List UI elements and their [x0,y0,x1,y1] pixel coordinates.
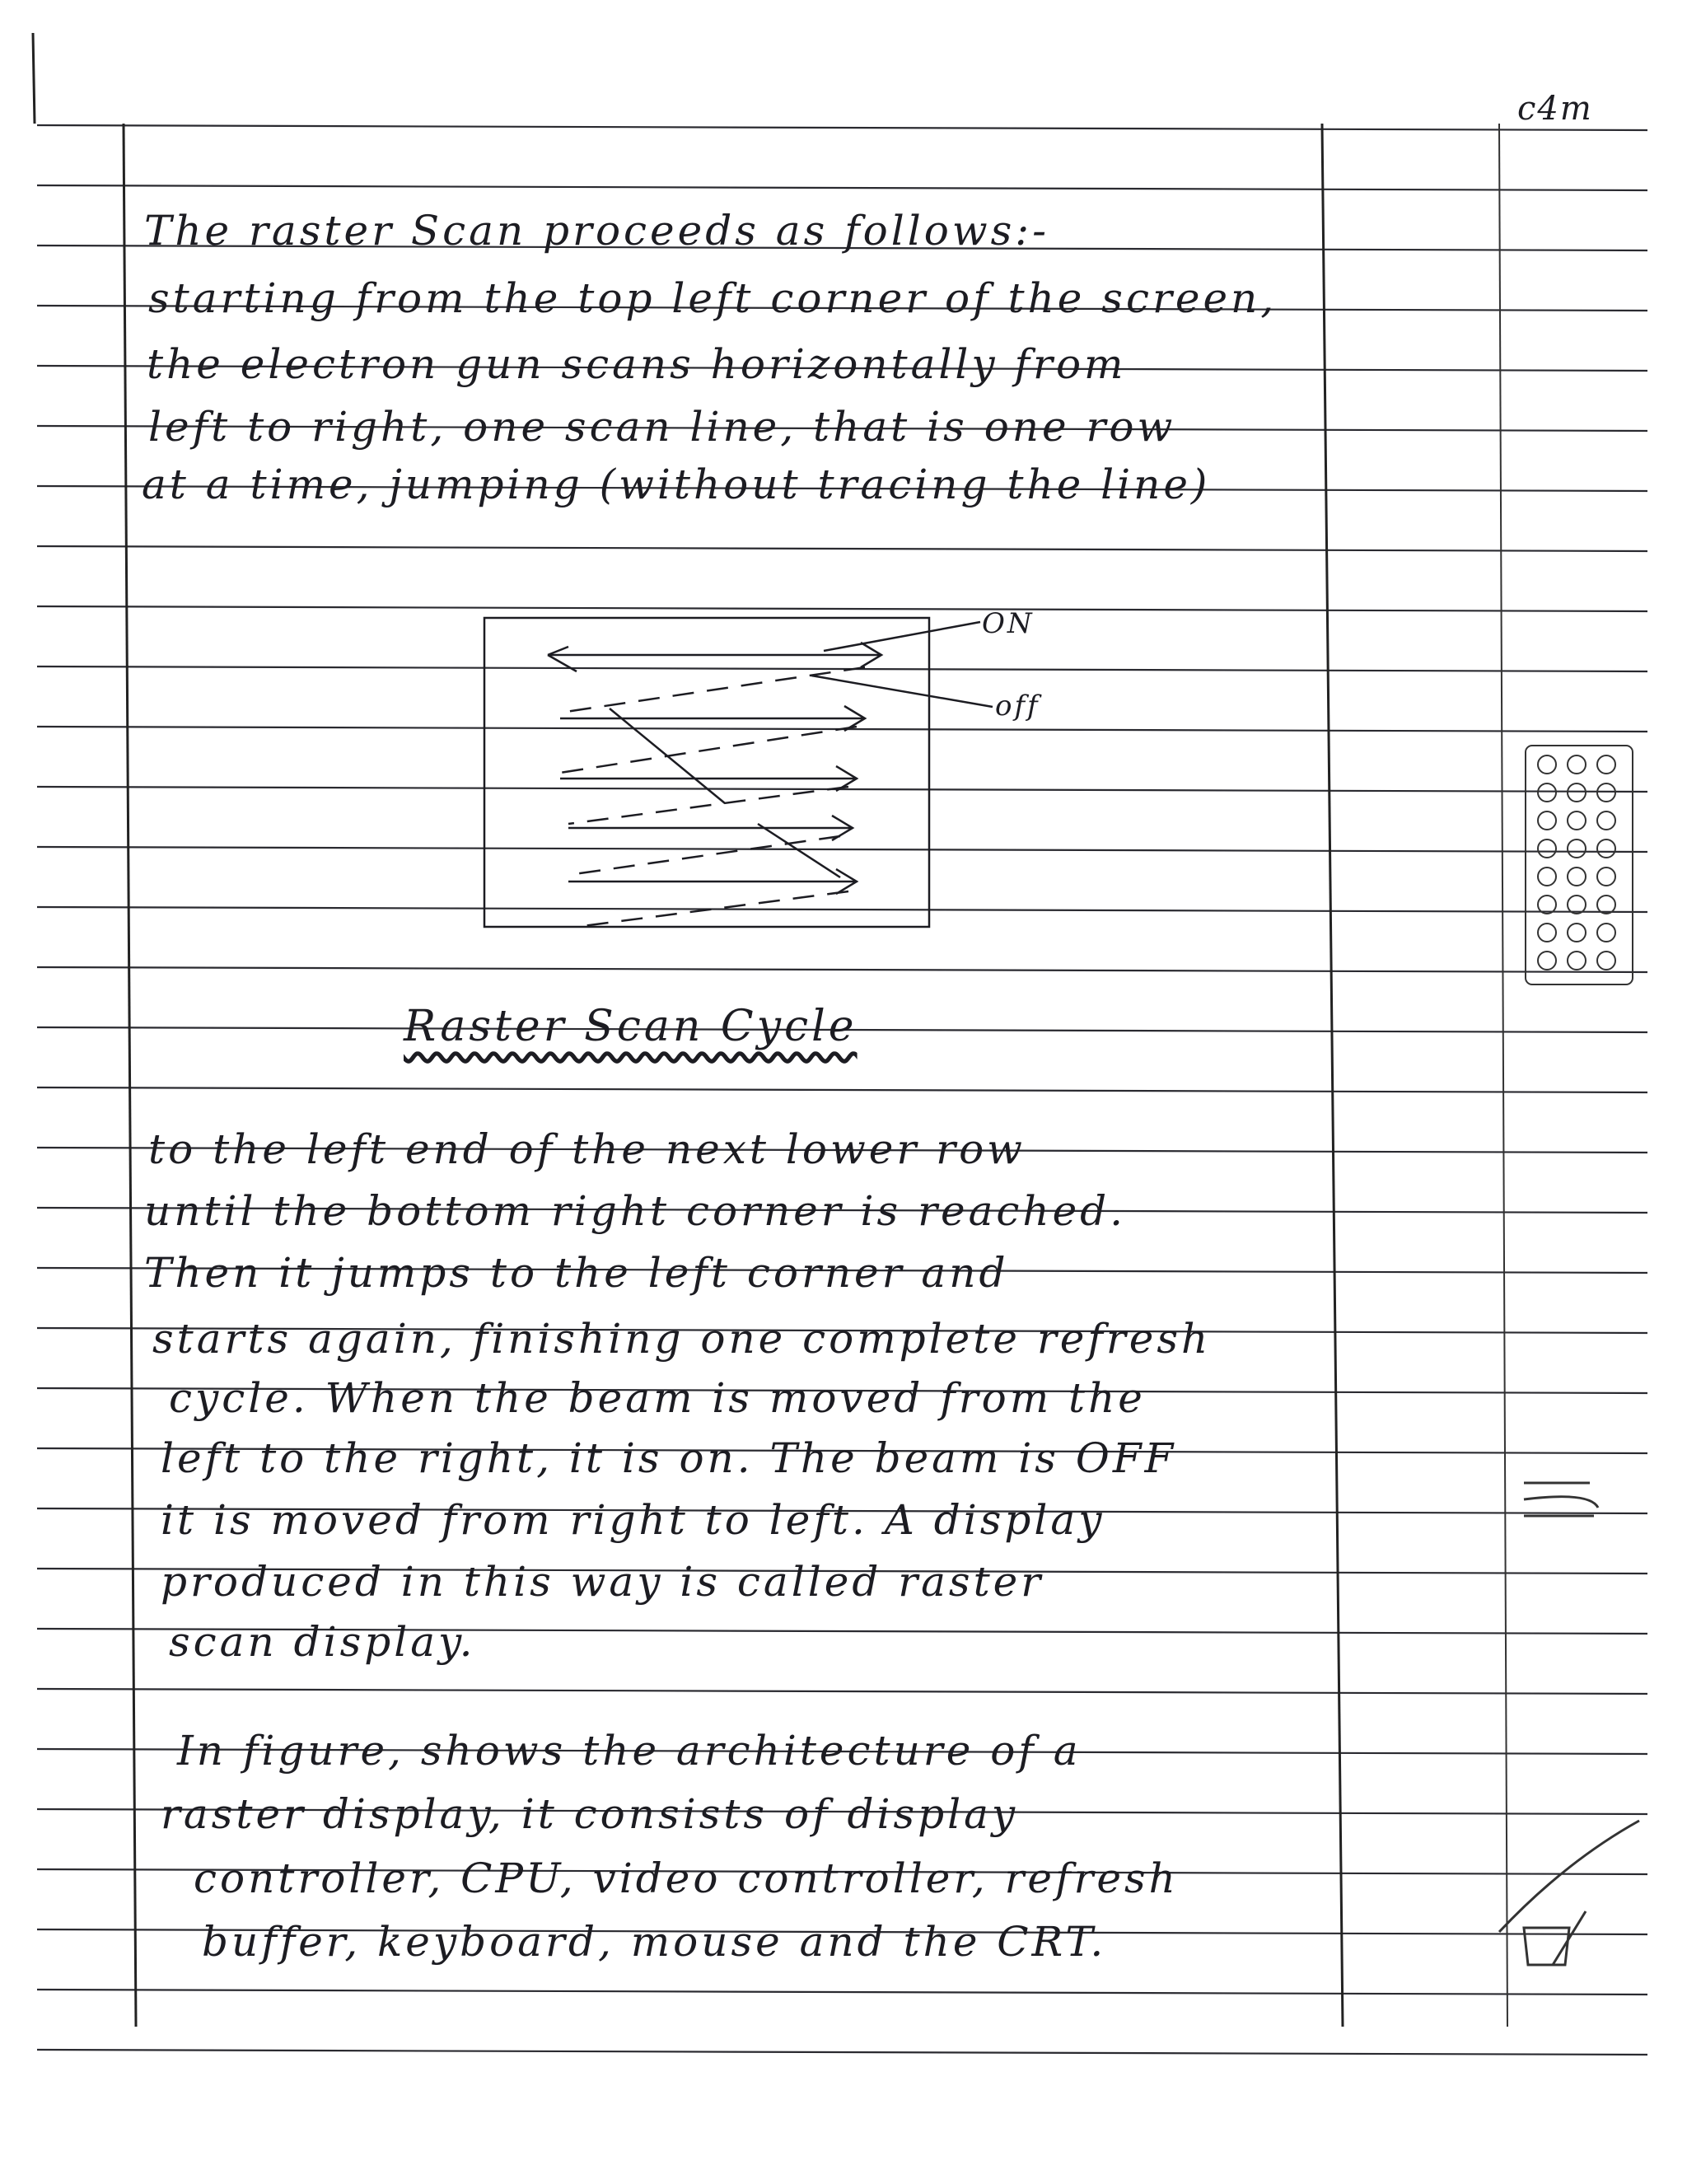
raster-scan-diagram [484,618,993,927]
paragraph1-line1: The raster Scan proceeds as follows:- [144,207,1050,255]
side-circle [1538,952,1556,970]
paragraph3-line1: In figure, shows the architecture of a [177,1727,1082,1775]
side-circle [1568,755,1586,774]
side-doodle [1526,746,1633,984]
side-circle [1568,811,1586,830]
diagram-label-off: off [995,690,1040,723]
paragraph1-line4: left to right, one scan line, that is one row [148,403,1176,451]
paragraph2-line5: cycle. When the beam is moved from the [169,1374,1146,1422]
leader-on [824,622,980,651]
scan-line-2 [560,706,865,731]
retrace-lines [560,667,865,927]
ruled-line [37,907,1647,912]
paragraph2-line2: until the bottom right corner is reached. [144,1187,1127,1235]
ruled-line [37,1087,1647,1092]
side-circle [1538,783,1556,802]
paragraph2-line4: starts again, finishing one complete refresh [152,1315,1212,1363]
paragraph2-line3: Then it jumps to the left corner and [144,1249,1009,1297]
side-circle [1597,783,1615,802]
paragraph2-line8: produced in this way is called raster [161,1558,1044,1606]
side-circle [1597,924,1615,942]
paragraph2-line6: left to the right, it is on. The beam is OFF [161,1434,1177,1482]
right-margin-line [1322,124,1343,2027]
side-circle [1597,811,1615,830]
paragraph1-line5: at a time, jumping (without tracing the line) [142,461,1211,508]
side-circle [1538,811,1556,830]
scan-line-5 [568,869,857,894]
ruled-line [37,666,1647,671]
paragraph3-line4: buffer, keyboard, mouse and the CRT. [202,1918,1107,1966]
paragraph2-line1: to the left end of the next lower row [148,1125,1026,1173]
paragraph2-line7: it is moved from right to left. A display [161,1496,1105,1544]
side-circle [1568,868,1586,886]
scan-line-4 [568,816,853,840]
paragraph3-line3: controller, CPU, video controller, refresh [194,1854,1179,1902]
ruled-line [37,125,1647,130]
side-circle [1597,839,1615,858]
side-circle [1568,952,1586,970]
side-circle [1568,783,1586,802]
ruled-line [37,2050,1647,2055]
side-circle [1538,839,1556,858]
side-circle [1538,868,1556,886]
paragraph3-line2: raster display, it consists of display [161,1790,1019,1838]
diagram-label-on: ON [982,607,1035,640]
side-circle [1597,868,1615,886]
side-circle [1568,839,1586,858]
ruled-line [37,1689,1647,1694]
ruled-line [37,1990,1647,1995]
figure-caption: Raster Scan Cycle [404,1002,858,1051]
top-left-stroke [33,33,35,124]
scan-line-1 [548,643,881,667]
ruled-line [37,185,1647,190]
paragraph1-line2: starting from the top left corner of the screen, [148,274,1278,322]
side-circle [1568,924,1586,942]
side-circle [1597,755,1615,774]
paragraph1-line3: the electron gun scans horizontally from [147,340,1127,388]
side-marks [1499,1483,1639,1965]
ruled-line [37,546,1647,551]
paragraph2-line9: scan display. [169,1618,476,1666]
ruled-line [37,606,1647,611]
side-circle [1597,896,1615,914]
outer-right-line [1499,124,1507,2027]
corner-mark: c4m [1517,90,1593,128]
side-circle-dots [1538,755,1615,970]
scan-line-3 [560,766,857,791]
ruled-line [37,967,1647,972]
left-margin-line [124,124,136,2027]
side-circle [1597,952,1615,970]
ruled-line [37,847,1647,852]
side-circle [1538,924,1556,942]
side-circle [1538,755,1556,774]
leader-off [811,676,993,707]
